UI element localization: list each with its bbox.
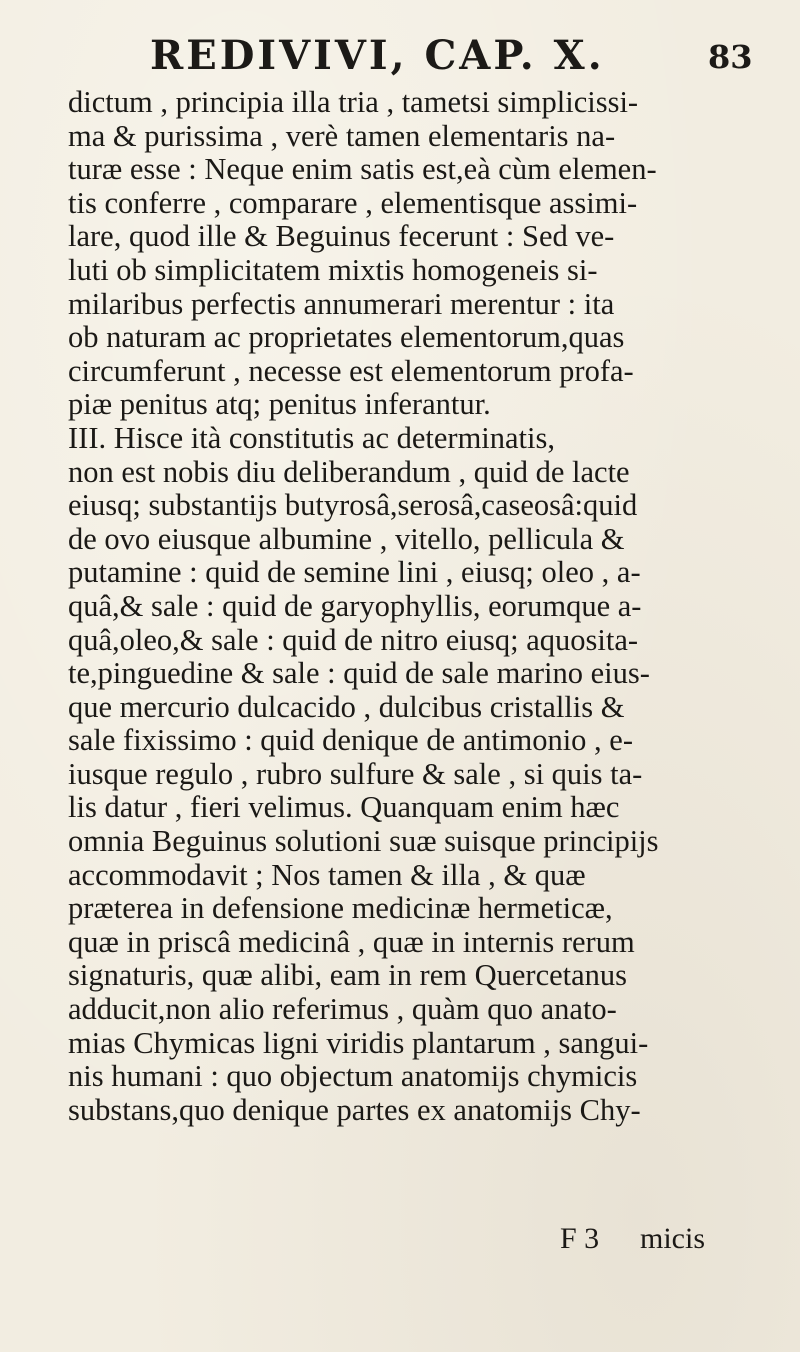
text-line: tis conferre , comparare , elementisque assimi- bbox=[68, 185, 638, 220]
text-line: que mercurio dulcacido , dulcibus cristallis & bbox=[68, 689, 625, 724]
text-line: accommodavit ; Nos tamen & illa , & quæ bbox=[68, 857, 586, 892]
text-line: signaturis, quæ alibi, eam in rem Quercetanus bbox=[68, 958, 628, 993]
text-line: ob naturam ac proprietates elementorum,quas bbox=[68, 320, 625, 355]
page-header bbox=[0, 26, 800, 82]
text-line: lare, quod ille & Beguinus fecerunt : Sed ve- bbox=[68, 219, 615, 254]
text-line: sale fixissimo : quid denique de antimonio , e- bbox=[68, 723, 633, 758]
text-line: III. Hisce ità constitutis ac determinatis, bbox=[68, 420, 556, 455]
body-text bbox=[68, 86, 780, 1127]
signature-mark: F 3 bbox=[560, 1222, 600, 1255]
text-line: nis humani : quo objectum anatomijs chymicis bbox=[68, 1059, 638, 1094]
page-footer bbox=[0, 1218, 800, 1258]
text-line: quæ in priscâ medicinâ , quæ in internis rerum bbox=[68, 924, 635, 959]
text-line: ma & purissima , verè tamen elementaris na- bbox=[68, 118, 616, 153]
text-line: te,pinguedine & sale : quid de sale marino eius- bbox=[68, 656, 650, 691]
text-line: substans,quo denique partes ex anatomijs Chy- bbox=[68, 1092, 641, 1127]
text-line: mias Chymicas ligni viridis plantarum , sangui- bbox=[68, 1025, 649, 1060]
text-line: luti ob simplicitatem mixtis homogeneis si- bbox=[68, 252, 598, 287]
running-head: REDIVIVI, CAP. X. bbox=[150, 32, 605, 79]
text-line: quâ,& sale : quid de garyophyllis, eorumque a- bbox=[68, 588, 642, 623]
text-line: piæ penitus atq; penitus inferantur. bbox=[68, 387, 491, 422]
catchword: micis bbox=[640, 1222, 705, 1255]
text-line: putamine : quid de semine lini , eiusq; oleo , a- bbox=[68, 555, 641, 590]
text-line: milaribus perfectis annumerari merentur : ita bbox=[68, 286, 615, 321]
text-line: præterea in defensione medicinæ hermeticæ, bbox=[68, 891, 613, 926]
text-line: eiusq; substantijs butyrosâ,serosâ,caseosâ:quid bbox=[68, 488, 638, 523]
page-number: 83 bbox=[708, 38, 753, 76]
text-line: turæ esse : Neque enim satis est,eà cùm elemen- bbox=[68, 152, 657, 187]
text-line: quâ,oleo,& sale : quid de nitro eiusq; aquosita- bbox=[68, 622, 639, 657]
text-line: omnia Beguinus solutioni suæ suisque principijs bbox=[68, 824, 659, 859]
text-line: lis datur , fieri velimus. Quanquam enim hæc bbox=[68, 790, 620, 825]
text-line: de ovo eiusque albumine , vitello, pellicula & bbox=[68, 521, 625, 556]
text-line: dictum , principia illa tria , tametsi simplicissi- bbox=[68, 85, 639, 119]
text-line: circumferunt , necesse est elementorum profa- bbox=[68, 353, 634, 388]
text-line: adducit,non alio referimus , quàm quo anato- bbox=[68, 992, 617, 1027]
text-line: iusque regulo , rubro sulfure & sale , si quis ta- bbox=[68, 756, 643, 791]
text-line: non est nobis diu deliberandum , quid de lacte bbox=[68, 454, 630, 489]
